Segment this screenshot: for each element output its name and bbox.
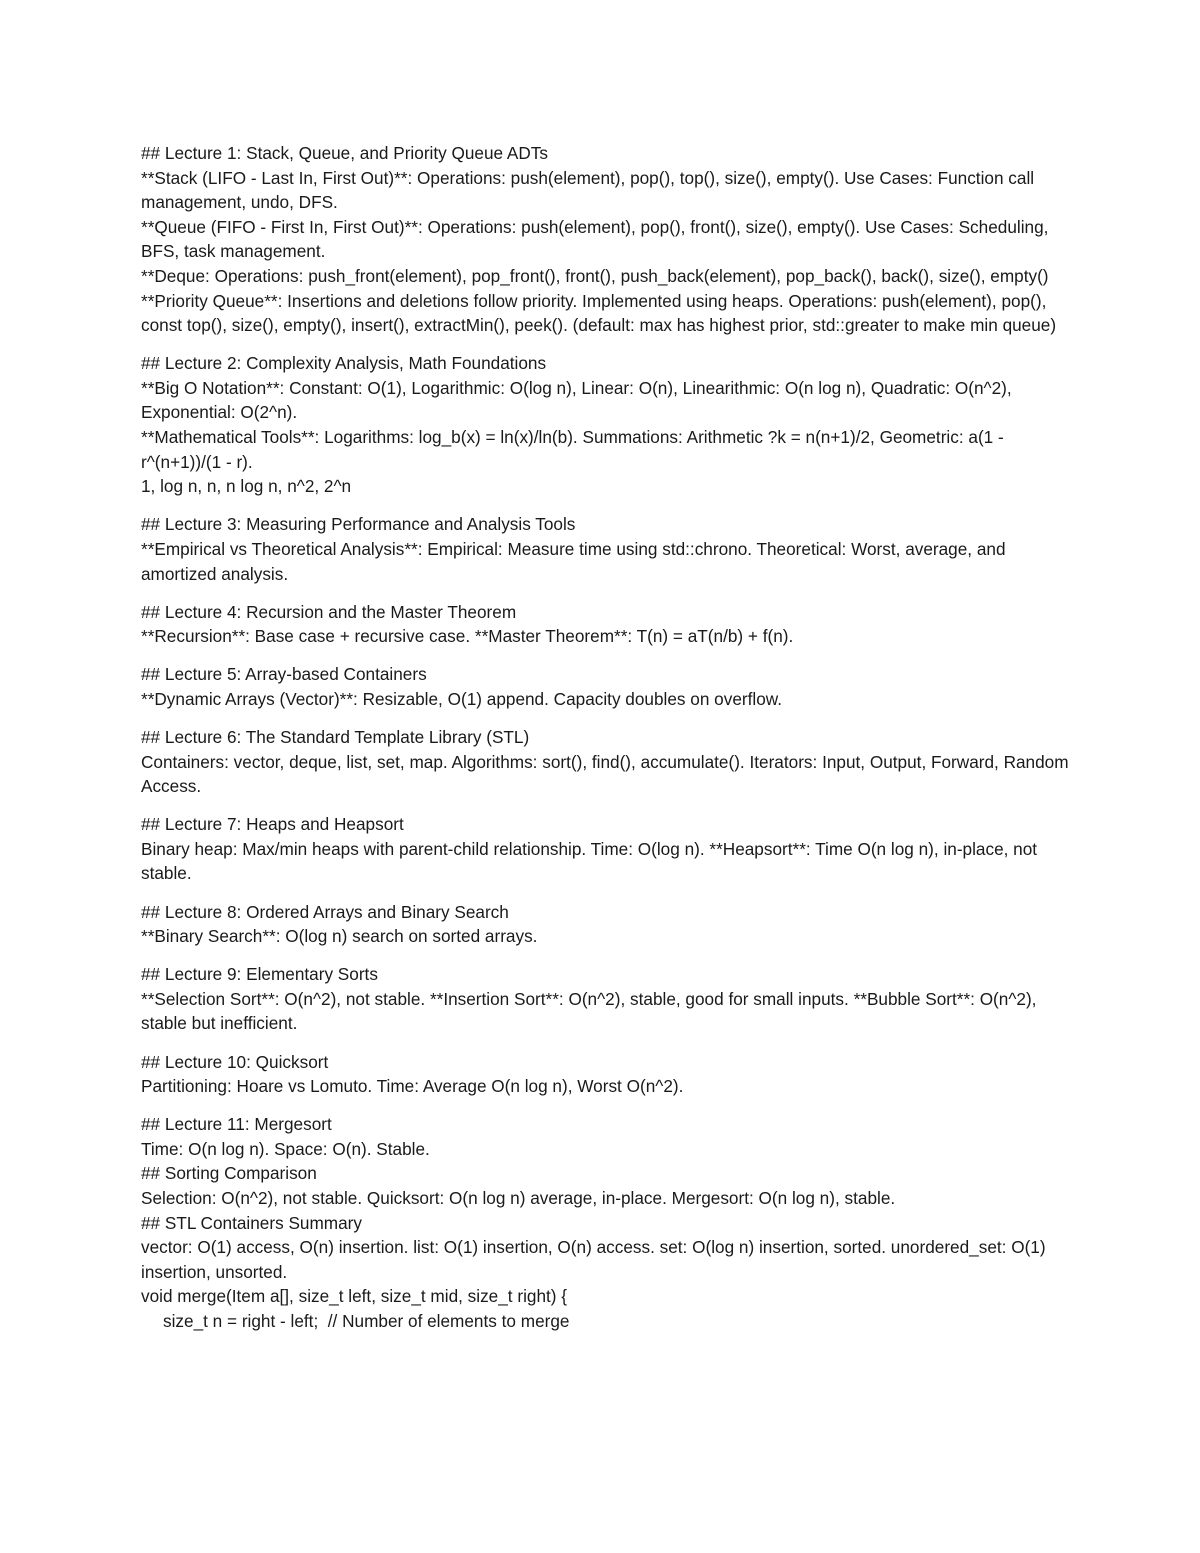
section-heading: ## Lecture 7: Heaps and Heapsort — [141, 814, 404, 835]
section-line: Containers: vector, deque, list, set, map. Algorithms: sort(), find(), accumulate(). Iterators: Input, Output, Forward, Random Access. — [141, 751, 1073, 797]
section-line: Selection: O(n^2), not stable. Quicksort: O(n log n) average, in-place. Mergesort: O(n log n), stable. — [141, 1187, 896, 1208]
section-lecture-4 — [141, 600, 1071, 649]
section-line: **Stack (LIFO - Last In, First Out)**: Operations: push(element), pop(), top(), size(), empty(). Use Cases: Function call management, undo, DFS. — [141, 167, 1039, 213]
section-line: Partitioning: Hoare vs Lomuto. Time: Average O(n log n), Worst O(n^2). — [141, 1076, 684, 1097]
section-heading: ## Lecture 6: The Standard Template Library (STL) — [141, 726, 530, 747]
code-line: size_t n = right - left; // Number of elements to merge — [163, 1310, 570, 1331]
section-line: Binary heap: Max/min heaps with parent-child relationship. Time: O(log n). **Heapsort**: Time O(n log n), in-place, not stable. — [141, 838, 1042, 884]
section-line: **Big O Notation**: Constant: O(1), Logarithmic: O(log n), Linear: O(n), Linearithmic: O(n log n), Quadratic: O(n^2), Exponential: O(2^n). — [141, 377, 1017, 423]
section-line: **Queue (FIFO - First In, First Out)**: Operations: push(element), pop(), front(), size(), empty(). Use Cases: Scheduling, BFS, task management. — [141, 216, 1054, 262]
section-line: **Priority Queue**: Insertions and deletions follow priority. Implemented using heaps. Operations: push(element), pop(), const top(), size(), empty(), insert(), extractMin(), peek(). (default: max has highest prior, std::greater to make min queue) — [141, 290, 1057, 336]
document-page — [141, 141, 1071, 1334]
section-lecture-2 — [141, 351, 1071, 499]
section-final-block — [141, 1112, 1071, 1333]
section-heading: ## Sorting Comparison — [141, 1163, 317, 1184]
section-line: vector: O(1) access, O(n) insertion. list: O(1) insertion, O(n) access. set: O(log n) insertion, sorted. unordered_set: O(1) insertion, unsorted. — [141, 1237, 1051, 1282]
section-line: **Dynamic Arrays (Vector)**: Resizable, O(1) append. Capacity doubles on overflow. — [141, 688, 783, 709]
section-heading: ## Lecture 11: Mergesort — [141, 1114, 332, 1135]
section-line: **Selection Sort**: O(n^2), not stable. **Insertion Sort**: O(n^2), stable, good for small inputs. **Bubble Sort**: O(n^2), stable but inefficient. — [141, 988, 1042, 1034]
section-heading: ## Lecture 8: Ordered Arrays and Binary Search — [141, 901, 509, 922]
section-lecture-10 — [141, 1050, 1071, 1099]
section-lecture-5 — [141, 662, 1071, 711]
section-heading: ## Lecture 3: Measuring Performance and Analysis Tools — [141, 514, 576, 535]
section-heading: ## STL Containers Summary — [141, 1212, 362, 1233]
code-line: void merge(Item a[], size_t left, size_t mid, size_t right) { — [141, 1286, 568, 1307]
section-heading: ## Lecture 1: Stack, Queue, and Priority Queue ADTs — [141, 143, 548, 163]
section-heading: ## Lecture 5: Array-based Containers — [141, 664, 427, 685]
section-lecture-7 — [141, 812, 1071, 886]
section-line: **Binary Search**: O(log n) search on sorted arrays. — [141, 926, 538, 947]
section-lecture-6 — [141, 725, 1071, 799]
section-heading: ## Lecture 4: Recursion and the Master Theorem — [141, 601, 517, 622]
section-line: 1, log n, n, n log n, n^2, 2^n — [141, 476, 352, 497]
section-lecture-8 — [141, 900, 1071, 949]
section-lecture-3 — [141, 512, 1071, 586]
section-line: **Mathematical Tools**: Logarithms: log_b(x) = ln(x)/ln(b). Summations: Arithmetic ?k = n(n+1)/2, Geometric: a(1 - r^(n+1))/(1 - r). — [141, 427, 1009, 472]
section-line: **Empirical vs Theoretical Analysis**: Empirical: Measure time using std::chrono. Theoretical: Worst, average, and amortized analysis. — [141, 538, 1011, 584]
section-line: Time: O(n log n). Space: O(n). Stable. — [141, 1138, 430, 1159]
section-heading: ## Lecture 2: Complexity Analysis, Math Foundations — [141, 353, 547, 374]
section-line: **Deque: Operations: push_front(element), pop_front(), front(), push_back(element), pop_back(), back(), size(), empty() — [141, 265, 1049, 286]
section-lecture-9 — [141, 962, 1071, 1036]
section-heading: ## Lecture 10: Quicksort — [141, 1051, 329, 1072]
section-lecture-1 — [141, 141, 1071, 338]
section-line: **Recursion**: Base case + recursive case. **Master Theorem**: T(n) = aT(n/b) + f(n). — [141, 626, 794, 647]
section-heading: ## Lecture 9: Elementary Sorts — [141, 964, 378, 985]
